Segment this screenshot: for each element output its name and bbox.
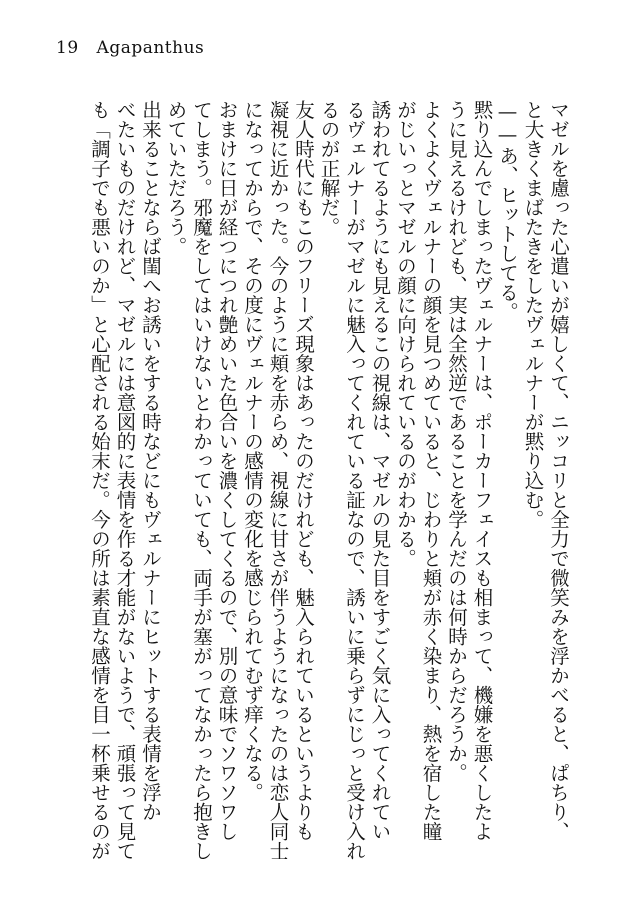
text-line: よくよくヴェルナーの顔を見つめていると、じわりと頬が赤く染まり、熱を宿した瞳 — [419, 100, 443, 841]
text-line: 誘われてるようにも見えるこの視線は、マゼルの見た目をすごく気に入ってくれてい — [368, 100, 392, 841]
text-line: るヴェルナーがマゼルに魅入ってくれている証なので、誘いに乗らずにじっと受け入れ — [343, 100, 366, 861]
text-line: るのが正解だ。 — [317, 100, 341, 237]
text-line: がじいっとマゼルの顔に向けられているのがわかる。 — [394, 100, 417, 568]
page-number: 19 — [56, 38, 79, 58]
text-line: 友人時代にもこのフリーズ現象はあったのだけれども、魅入られているというよりも — [292, 100, 315, 841]
text-line: 凝視に近かった。今のように頬を赤らめ、視線に甘さが伴うようになったのは恋人同士 — [266, 100, 290, 861]
text-line: 黙り込んでしまったヴェルナーは、ポーカーフェイスも相まって、機嫌を悪くしたよ — [470, 100, 494, 841]
text-line: マゼルを慮った心遣いが嬉しくて、ニッコリと全力で微笑みを浮かべると、ぱちり、 — [547, 100, 570, 841]
text-line: と大きくまばたきをしたヴェルナーが黙り込む。 — [521, 100, 545, 529]
text-line: めていただろう。 — [164, 100, 188, 256]
text-line: おまけに日が経つにつれ艶めいた色合いを濃くしてくるので、別の意味でソワソワし — [215, 100, 239, 841]
page-header — [56, 38, 204, 58]
text-line: 出来ることならば閨へお誘いをする時などにもヴェルナーにヒットする表情を浮か — [139, 100, 162, 822]
text-line: になってからで、その度にヴェルナーの感情の変化を感じられてむず痒くなる。 — [241, 100, 264, 802]
running-title: Agapanthus — [96, 38, 205, 58]
text-line: べたいものだけれど、マゼルには意図的に表情を作る才能がないようで、頑張って見て — [113, 100, 137, 861]
text-line: ——あ、ヒットしてる。 — [496, 100, 519, 322]
vertical-body-text — [87, 100, 572, 870]
text-line: うに見えるけれども、実は全然逆であることを学んだのは何時からだろうか。 — [445, 100, 468, 783]
text-line: も「調子でも悪いのか」と心配される始末だ。今の所は素直な感情を目一杯乗せるのが — [88, 100, 111, 861]
text-line: てしまう。邪魔をしてはいけないとわかっていても、両手が塞がってなかったら抱きし — [190, 100, 213, 861]
